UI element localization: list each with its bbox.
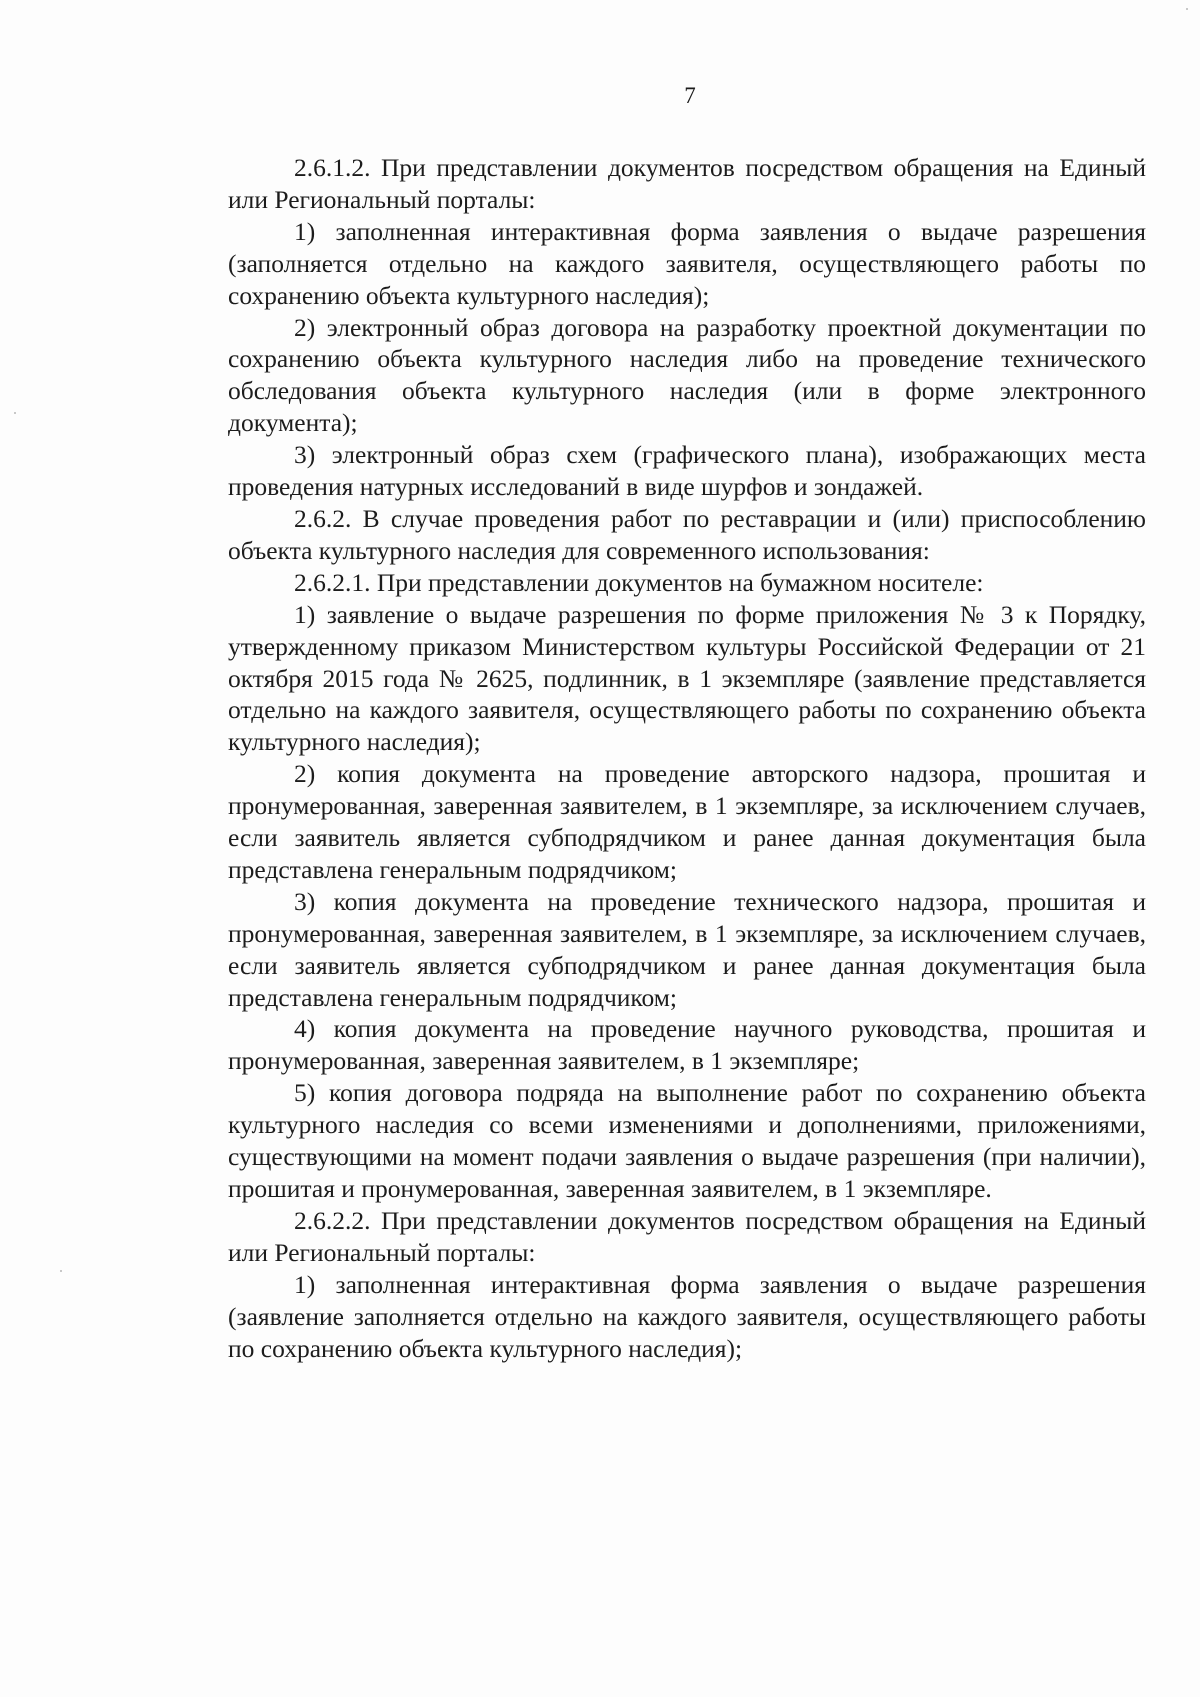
list-item-1-interactive-form: 1) заполненная интерактивная форма заявления о выдаче разрешения (заполняется отдельно на каждого заявителя, осуществляющего работы по сохранению объекта культурного наследия); (228, 216, 1146, 310)
paragraph-2-6-2: 2.6.2. В случае проведения работ по реставрации и (или) приспособлению объекта культурного наследия для современного использования: (228, 503, 1146, 565)
list-item-2-electronic-contract: 2) электронный образ договора на разработку проектной документации по сохранению объекта культурного наследия либо на проведение технического обследования объекта культурного наследия (или в форме электронного документа); (228, 312, 1146, 438)
paragraph-2-6-1-2: 2.6.1.2. При представлении документов посредством обращения на Единый или Региональный порталы: (228, 153, 1146, 214)
scan-speck (14, 412, 16, 414)
scan-speck (60, 1270, 62, 1272)
document-body (228, 152, 1146, 1364)
list-item-4-scientific-guidance: 4) копия документа на проведение научного руководства, прошитая и пронумерованная, заверенная заявителем, в 1 экземпляре; (228, 1014, 1146, 1076)
list-item-1-interactive-form-2: 1) заполненная интерактивная форма заявления о выдаче разрешения (заявление заполняется отдельно на каждого заявителя, осуществляющего работы по сохранению объекта культурного наследия); (228, 1269, 1146, 1363)
list-item-1-application: 1) заявление о выдаче разрешения по форме приложения № 3 к Порядку, утвержденному приказом Министерством культуры Российской Федерации от 21 октября 2015 года № 2625, подлинник, в 1 экземпляре (заявление представляется отдельно на каждого заявителя, осуществляющего работы по сохранению объекта культурного наследия); (228, 599, 1146, 757)
paragraph-2-6-2-2: 2.6.2.2. При представлении документов посредством обращения на Единый или Региональный порталы: (228, 1205, 1146, 1267)
paragraph-2-6-2-1: 2.6.2.1. При представлении документов на бумажном носителе: (294, 567, 984, 597)
list-item-3-electronic-schemes: 3) электронный образ схем (графического плана), изображающих места проведения натурных исследований в виде шурфов и зондажей. (228, 440, 1146, 502)
list-item-2-author-supervision: 2) копия документа на проведение авторского надзора, прошитая и пронумерованная, заверенная заявителем, в 1 экземпляре, за исключением случаев, если заявитель является субподрядчиком и ранее данная документация была представлена генеральным подрядчиком; (228, 759, 1146, 884)
list-item-3-technical-supervision: 3) копия документа на проведение технического надзора, прошитая и пронумерованная, заверенная заявителем, в 1 экземпляре, за исключением случаев, если заявитель является субподрядчиком и ранее данная документация была представлена генеральным подрядчиком; (228, 886, 1146, 1012)
scan-speck (1186, 8, 1188, 10)
list-item-5-contract-copy: 5) копия договора подряда на выполнение работ по сохранению объекта культурного наследия со всеми изменениями и дополнениями, приложениями, существующими на момент подачи заявления о выдаче разрешения (при наличии), прошитая и пронумерованная, заверенная заявителем, в 1 экземпляре. (228, 1078, 1146, 1203)
page-number: 7 (684, 83, 696, 108)
